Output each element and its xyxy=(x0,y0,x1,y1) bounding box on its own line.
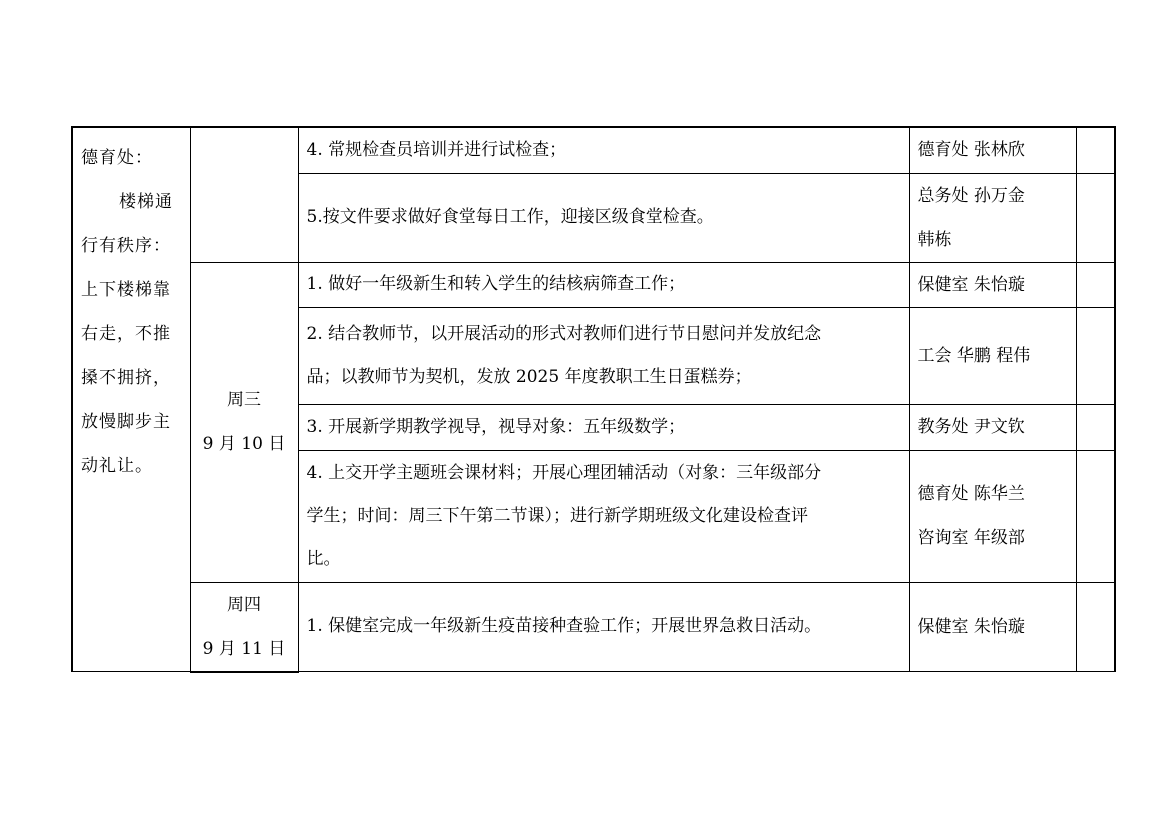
owner-cell xyxy=(909,404,1076,450)
remarks-cell xyxy=(1076,262,1115,307)
moral-education-note-cell xyxy=(72,127,190,672)
remarks-cell xyxy=(1076,582,1115,672)
table-row xyxy=(72,582,1115,672)
owner-text: 德育处 张林欣 xyxy=(917,140,1025,161)
note-line: 行有秩序： xyxy=(81,236,171,256)
note-line: 动礼让。 xyxy=(81,456,153,476)
day-cell xyxy=(190,262,298,582)
owner-text: 工会 华鹏 程伟 xyxy=(917,345,1031,366)
owner-cell xyxy=(909,450,1076,582)
task-cell xyxy=(298,127,909,173)
owner-text: 保健室 朱怡璇 xyxy=(917,274,1025,295)
owner-text: 教务处 尹文钦 xyxy=(917,417,1025,437)
owner-cell xyxy=(909,582,1076,672)
day-label: 周三 xyxy=(227,390,261,410)
owner-text: 咨询室 年级部 xyxy=(917,528,1025,548)
task-cell xyxy=(298,262,909,307)
remarks-cell xyxy=(1076,127,1115,173)
date-label: 9 月 10 日 xyxy=(202,434,286,454)
remarks-cell xyxy=(1076,404,1115,450)
task-text: 1. 做好一年级新生和转入学生的结核病筛查工作； xyxy=(306,274,686,294)
owner-cell xyxy=(909,127,1076,173)
task-text: 3. 开展新学期教学视导，视导对象：五年级数学； xyxy=(306,416,686,437)
task-cell xyxy=(298,404,909,450)
task-text: 品；以教师节为契机，发放 2025 年度教职工生日蛋糕券； xyxy=(306,366,752,387)
owner-cell xyxy=(909,307,1076,404)
remarks-cell xyxy=(1076,173,1115,262)
day-cell xyxy=(190,582,298,672)
remarks-cell xyxy=(1076,307,1115,404)
note-line: 搡不拥挤， xyxy=(81,368,171,388)
task-text: 4. 上交开学主题班会课材料；开展心理团辅活动（对象：三年级部分 xyxy=(306,462,822,483)
day-cell xyxy=(190,127,298,262)
owner-text: 总务处 孙万金 xyxy=(917,185,1025,206)
task-text: 学生；时间：周三下午第二节课）；进行新学期班级文化建设检查评 xyxy=(306,505,808,526)
date-label: 9 月 11 日 xyxy=(202,638,286,659)
owner-cell xyxy=(909,262,1076,307)
table-row xyxy=(72,262,1115,307)
note-line: 德育处： xyxy=(81,148,153,168)
owner-text: 保健室 朱怡璇 xyxy=(917,616,1025,637)
remarks-cell xyxy=(1076,450,1115,582)
task-text: 比。 xyxy=(306,548,341,569)
note-line: 上下楼梯靠 xyxy=(81,280,171,300)
day-label: 周四 xyxy=(227,594,261,615)
task-cell xyxy=(298,173,909,262)
task-text: 4. 常规检查员培训并进行试检查； xyxy=(306,139,567,160)
task-text: 1. 保健室完成一年级新生疫苗接种查验工作；开展世界急救日活动。 xyxy=(306,616,822,637)
owner-cell xyxy=(909,173,1076,262)
schedule-table xyxy=(71,126,1116,673)
task-cell xyxy=(298,307,909,404)
note-line: 右走，不推 xyxy=(81,324,171,344)
task-text: 5.按文件要求做好食堂每日工作，迎接区级食堂检查。 xyxy=(306,207,714,227)
note-line: 楼梯通 xyxy=(119,192,173,212)
task-cell xyxy=(298,582,909,672)
task-cell xyxy=(298,450,909,582)
owner-text: 韩栋 xyxy=(917,229,952,250)
table-row xyxy=(72,127,1115,173)
note-line: 放慢脚步主 xyxy=(81,412,171,432)
owner-text: 德育处 陈华兰 xyxy=(917,484,1025,504)
task-text: 2. 结合教师节，以开展活动的形式对教师们进行节日慰问并发放纪念 xyxy=(306,323,822,344)
